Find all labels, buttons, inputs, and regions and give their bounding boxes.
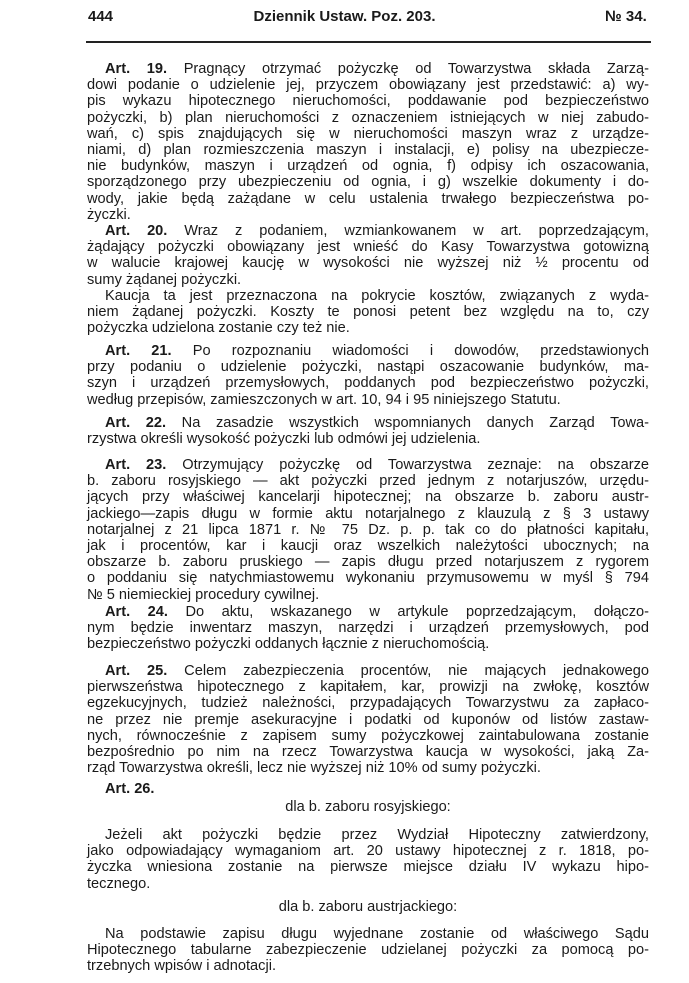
text-line: [87, 958, 649, 974]
line-text: niem żądanej pożyczki. Koszty te ponosi petent bez względu na to, czy: [87, 304, 649, 321]
text-line: [87, 77, 649, 93]
text-line: [87, 191, 649, 207]
text-line: [87, 255, 649, 271]
line-text: w walucie krajowej kaucję w wysokości nie wyższej niż ½ procentu od: [87, 255, 649, 272]
text-line: [87, 827, 649, 843]
line-text: Wraz z podaniem, wzmiankowanem w art. poprzedzającym,: [184, 223, 649, 239]
text-line: [87, 239, 649, 255]
line-text: Na podstawie zapisu długu wyjednane zostanie od właściwego Sądu: [105, 926, 649, 942]
text-line: [87, 926, 649, 942]
line-text: obszarze b. zaboru pruskiego — zapis długu przed notarjuszem z rygorem: [87, 554, 649, 571]
text-line: [87, 712, 649, 728]
text-line: [87, 744, 649, 760]
text-line: [87, 392, 649, 408]
article-label: Art. 23.: [105, 457, 167, 473]
article-label: Art. 19.: [105, 61, 168, 77]
line-text: rzystwa określi wysokość pożyczki lub odmówi jej udzielenia.: [87, 431, 481, 448]
line-text: nych, równocześnie z zapisem sumy pożyczkowej zaintabulowana zostanie: [87, 727, 649, 744]
article-label: Art. 20.: [105, 223, 168, 239]
line-text: Celem zabezpieczenia procentów, nie mających jednakowego: [184, 663, 649, 679]
line-text: rząd Towarzystwa określi, lecz nie wyższej niż 10% od sumy pożyczki.: [87, 760, 541, 777]
text-line: [87, 110, 649, 126]
text-line: [87, 604, 649, 620]
line-text: pierwszeństwa hipotecznego z kapitałem, kar, prowizji na zwłokę, kosztów: [87, 679, 649, 696]
text-line: [87, 570, 649, 586]
text-line: [87, 942, 649, 958]
paragraph-art-23: [87, 457, 649, 603]
line-text: dla b. zaboru austrjackiego:: [278, 899, 458, 915]
text-line: [87, 489, 649, 505]
line-text: dowi podanie o udzielenie jej, przyczem obowiązany jest przedstawić: a) wy-: [87, 77, 649, 94]
line-text: wody, jakie będą zażądane w celu ustalenia trwałego bezpieczeństwa po-: [87, 190, 649, 207]
paragraph-art-19: [87, 61, 649, 223]
text-line: [87, 781, 649, 797]
line-text: ne przez nie premje asekuracyjne i podatki od kuponów od listów zastaw-: [87, 711, 649, 728]
text-line: [87, 843, 649, 859]
issue-number: № 34.: [605, 8, 647, 25]
text-line: [87, 728, 649, 744]
line-text: dla b. zaboru rosyjskiego:: [285, 799, 451, 815]
header-rule: [86, 41, 651, 43]
line-text: bezpośrednio po nim na rzecz Towarzystwa kaucja w wysokości, jaką Za-: [87, 743, 649, 760]
text-line: [87, 695, 649, 711]
text-line: [87, 760, 649, 776]
line-text: Otrzymujący pożyczkę od Towarzystwa zeznaje: na obszarze: [182, 457, 649, 473]
text-line: [87, 126, 649, 142]
line-text: jackiego—zapis długu w formie aktu notarjalnego z klauzulą z § 3 ustawy: [87, 505, 649, 522]
paragraph-art-20: [87, 223, 649, 288]
line-text: szyn i urządzeń przemysłowych, poddanych pod bezpieczeństwo pożyczki,: [87, 375, 649, 392]
paragraph-russian-text: [87, 827, 649, 892]
line-text: Jeżeli akt pożyczki będzie przez Wydział Hipoteczny zatwierdzony,: [105, 827, 649, 843]
text-line: [87, 142, 649, 158]
text-line: [87, 899, 649, 915]
paragraph-art-25: [87, 663, 649, 776]
line-text: życzka wniesiona zostanie na pierwsze miejsce działu IV wykazu hipo-: [87, 859, 649, 876]
article-label: Art. 25.: [105, 663, 168, 679]
text-line: [87, 876, 649, 892]
text-line: [87, 554, 649, 570]
journal-title: Dziennik Ustaw. Poz. 203.: [253, 8, 436, 25]
line-text: życzki.: [87, 206, 131, 223]
text-line: [87, 272, 649, 288]
line-text: tecznego.: [87, 875, 151, 892]
text-line: [87, 343, 649, 359]
paragraph-austrian-text: [87, 926, 649, 975]
paragraph-art-26: [87, 781, 649, 797]
paragraph-art-24: [87, 604, 649, 653]
page-number: 444: [88, 8, 114, 25]
line-text: sumy żądanej pożyczki.: [87, 271, 242, 288]
text-line: [87, 359, 649, 375]
line-text: jako odpowiadający wymaganiom art. 20 ustawy hipotecznej z r. 1818, po-: [87, 843, 649, 860]
line-text: Hipotecznego tabularne zabezpieczenie udzielanej pożyczki za pomocą po-: [87, 942, 649, 959]
text-line: [87, 663, 649, 679]
text-line: [87, 431, 649, 447]
text-line: [87, 158, 649, 174]
line-text: Pragnący otrzymać pożyczkę od Towarzystwa składa Zarzą-: [183, 61, 650, 77]
line-text: bezpieczeństwo pożyczki oddanych łącznie z nieruchomością.: [87, 636, 490, 653]
text-line: [87, 679, 649, 695]
line-text: egzekucyjnych, tudzież należności, przypadających Towarzystwu za zapłaco-: [87, 695, 649, 712]
line-text: przy podaniu o udzielenie pożyczki, nastąpi oszacowanie budynków, ma-: [87, 359, 649, 376]
text-line: [87, 799, 649, 815]
line-text: Kaucja ta jest przeznaczona na pokrycie kosztów, związanych z wyda-: [105, 288, 649, 304]
text-line: [87, 415, 649, 431]
line-text: niami, d) plan rozmieszczenia maszyn i instalacji, e) polisy na ubezpiecze-: [87, 141, 649, 158]
paragraph-art-20-cont: [87, 288, 649, 337]
line-text: pożyczki, b) plan nieruchomości z oznaczeniem istniejących w niej zabudo-: [87, 109, 649, 126]
line-text: Po rozpoznaniu wiadomości i dowodów, przedstawionych: [192, 343, 649, 359]
paragraph-heading-russian: [87, 799, 649, 815]
text-line: [87, 522, 649, 538]
text-line: [87, 93, 649, 109]
line-text: jak i procentów, kar i kaucji oraz wszelkich należytości ubocznych; na: [87, 537, 649, 554]
text-line: [87, 587, 649, 603]
paragraph-art-22: [87, 415, 649, 447]
line-text: pis wykazu hipotecznego nieruchomości, poddawanie pod bezpieczeństwo: [87, 93, 649, 110]
text-line: [87, 636, 649, 652]
line-text: trzebnych wpisów i adnotacji.: [87, 958, 276, 975]
article-label: Art. 26.: [105, 781, 155, 797]
text-line: [87, 457, 649, 473]
line-text: notarjalnej z 21 lipca 1871 r. № 75 Dz. p. p. tak co do płatności kapitału,: [87, 521, 649, 538]
text-line: [87, 473, 649, 489]
text-line: [87, 223, 649, 239]
text-line: [87, 304, 649, 320]
text-line: [87, 375, 649, 391]
paragraph-art-21: [87, 343, 649, 408]
text-line: [87, 506, 649, 522]
text-line: [87, 320, 649, 336]
text-line: [87, 538, 649, 554]
line-text: nym będzie inwentarz maszyn, narzędzi i urządzeń przemysłowych, pod: [87, 620, 649, 637]
line-text: b. zaboru rosyjskiego — akt pożyczki przed jednym z notarjuszów, urzędu-: [87, 473, 649, 490]
article-label: Art. 22.: [105, 415, 167, 431]
line-text: żądający pożyczki obowiązany jest wnieść do Kasy Towarzystwa gotowizną: [87, 239, 649, 256]
text-line: [87, 61, 649, 77]
line-text: sporządzonego przy ubezpieczeniu od ognia, i g) wszelkie dokumenty i do-: [87, 174, 649, 191]
line-text: nie budynków, maszyn i urządzeń od ognia, f) odpisy ich oszacowania,: [87, 158, 649, 175]
line-text: Na zasadzie wszystkich wspomnianych danych Zarząd Towa-: [181, 415, 649, 431]
text-line: [87, 207, 649, 223]
line-text: № 5 niemieckiej procedury cywilnej.: [87, 586, 320, 603]
line-text: pożyczka udzielona zostanie czy też nie.: [87, 320, 350, 337]
text-line: [87, 288, 649, 304]
line-text: jących przy właściwej kancelarji hipotecznej; na obszarze b. zaboru austr-: [87, 489, 649, 506]
text-line: [87, 859, 649, 875]
line-text: Do aktu, wskazanego w artykule poprzedzającym, dołączo-: [185, 604, 650, 620]
text-line: [87, 174, 649, 190]
article-label: Art. 21.: [105, 343, 172, 359]
paragraph-heading-austrian: [87, 899, 649, 915]
line-text: wań, c) spis znajdujących się w nieruchomości maszyn wraz z urządze-: [87, 125, 649, 142]
article-label: Art. 24.: [105, 604, 168, 620]
line-text: o poddaniu się natychmiastowemu wykonaniu przymusowemu w myśl § 794: [87, 570, 649, 587]
line-text: według przepisów, zamieszczonych w art. 10, 94 i 95 niniejszego Statutu.: [87, 391, 561, 408]
text-line: [87, 620, 649, 636]
